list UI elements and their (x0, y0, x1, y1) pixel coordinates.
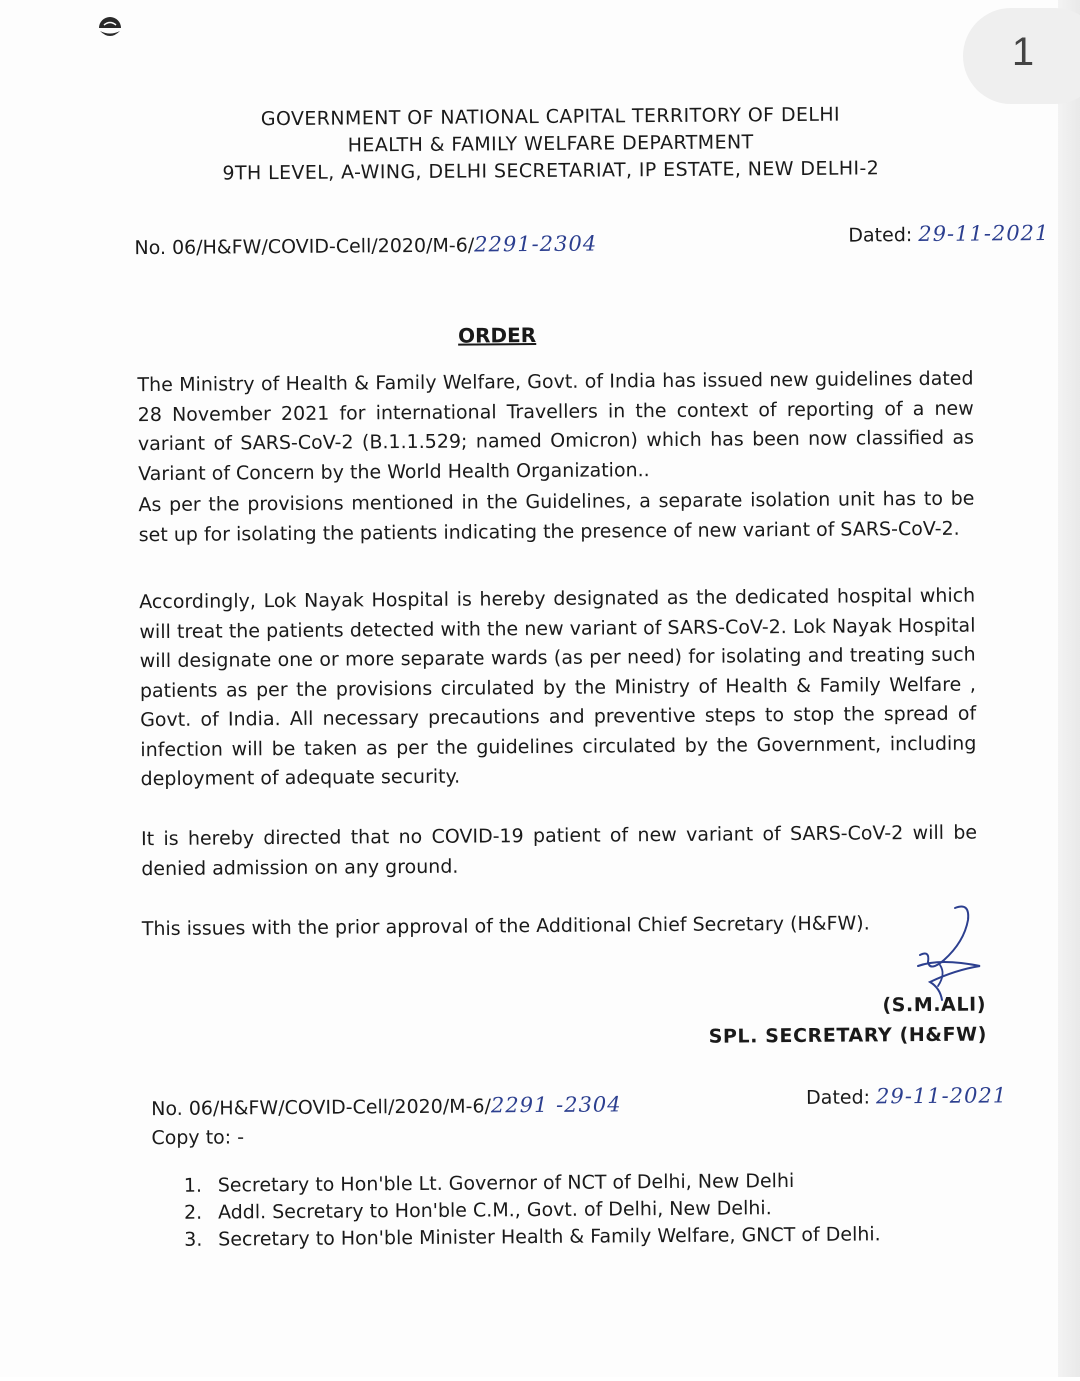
signatory-designation: SPL. SECRETARY (H&FW) (708, 1023, 988, 1048)
paragraph-3: Accordingly, Lok Nayak Hospital is hereby designated as the dedicated hospital which will treat the patients detected with the new variant of SARS-CoV-2. Lok Nayak Hospital will designate one or more separate wards (as per need) for isolating and treating such patients as per the provisions circulated by the Ministry of Health & Family Welfare , Govt. of India. All necessary precautions and preventive steps to stop the spread of infection will be taken as per the guidelines circulated by the Government, including deployment of adequate security. (139, 584, 977, 791)
order-date (848, 221, 1049, 247)
handwritten-date: 29-11-2021 (918, 220, 1050, 247)
list-item: 1. Secretary to Hon'ble Lt. Governor of NCT of Delhi, New Delhi (183, 1170, 795, 1197)
page-number: 1 (1011, 30, 1035, 74)
paragraph-5: This issues with the prior approval of the Additional Chief Secretary (H&FW). (141, 912, 870, 941)
copy-reference-number (151, 1092, 622, 1120)
reference-handwritten-number: 2291-2304 (474, 231, 598, 257)
reference-prefix: No. 06/H&FW/COVID-Cell/2020/M-6/ (134, 234, 475, 260)
copy-reference-prefix: No. 06/H&FW/COVID-Cell/2020/M-6/ (151, 1095, 492, 1121)
copy-dated-label: Dated: (806, 1086, 871, 1109)
copy-to-label: Copy to: - (151, 1126, 245, 1150)
copy-recipients-list (184, 1167, 881, 1253)
copy-handwritten-date: 29-11-2021 (875, 1083, 1008, 1109)
copy-date (806, 1083, 1007, 1109)
list-item: 3. Secretary to Hon'ble Minister Health & Family Welfare, GNCT of Delhi. (184, 1223, 881, 1251)
header-line-1: GOVERNMENT OF NATIONAL CAPITAL TERRITORY OF DELHI (260, 103, 841, 131)
header-line-3: 9TH LEVEL, A-WING, DELHI SECRETARIAT, IP ESTATE, NEW DELHI-2 (222, 157, 880, 185)
handwritten-signature (900, 900, 1000, 1010)
signatory-name: (S.M.ALI) (882, 993, 987, 1017)
paragraph-4: It is hereby directed that no COVID-19 patient of new variant of SARS-CoV-2 will be denied admission on any ground. (140, 821, 978, 880)
dated-label: Dated: (848, 224, 913, 247)
order-reference-number (134, 232, 597, 260)
copy-reference-handwritten-number: 2291 -2304 (490, 1092, 622, 1118)
order-title: ORDER (457, 323, 537, 348)
list-item: 2. Addl. Secretary to Hon'ble C.M., Govt. of Delhi, New Delhi. (183, 1197, 772, 1224)
paragraph-1: The Ministry of Health & Family Welfare, Govt. of India has issued new guidelines dated 28 November 2021 for international Travellers in the context of reporting of a new variant of SARS-CoV-2 (B.1.1.529; named Omicron) which has been now classified as Variant of Concern by the World Health Organization.. (137, 367, 975, 485)
header-line-2: HEALTH & FAMILY WELFARE DEPARTMENT (347, 131, 754, 157)
paragraph-2: As per the provisions mentioned in the Guidelines, a separate isolation unit has to be set up for isolating the patients indicating the presence of new variant of SARS-CoV-2. (138, 487, 975, 546)
